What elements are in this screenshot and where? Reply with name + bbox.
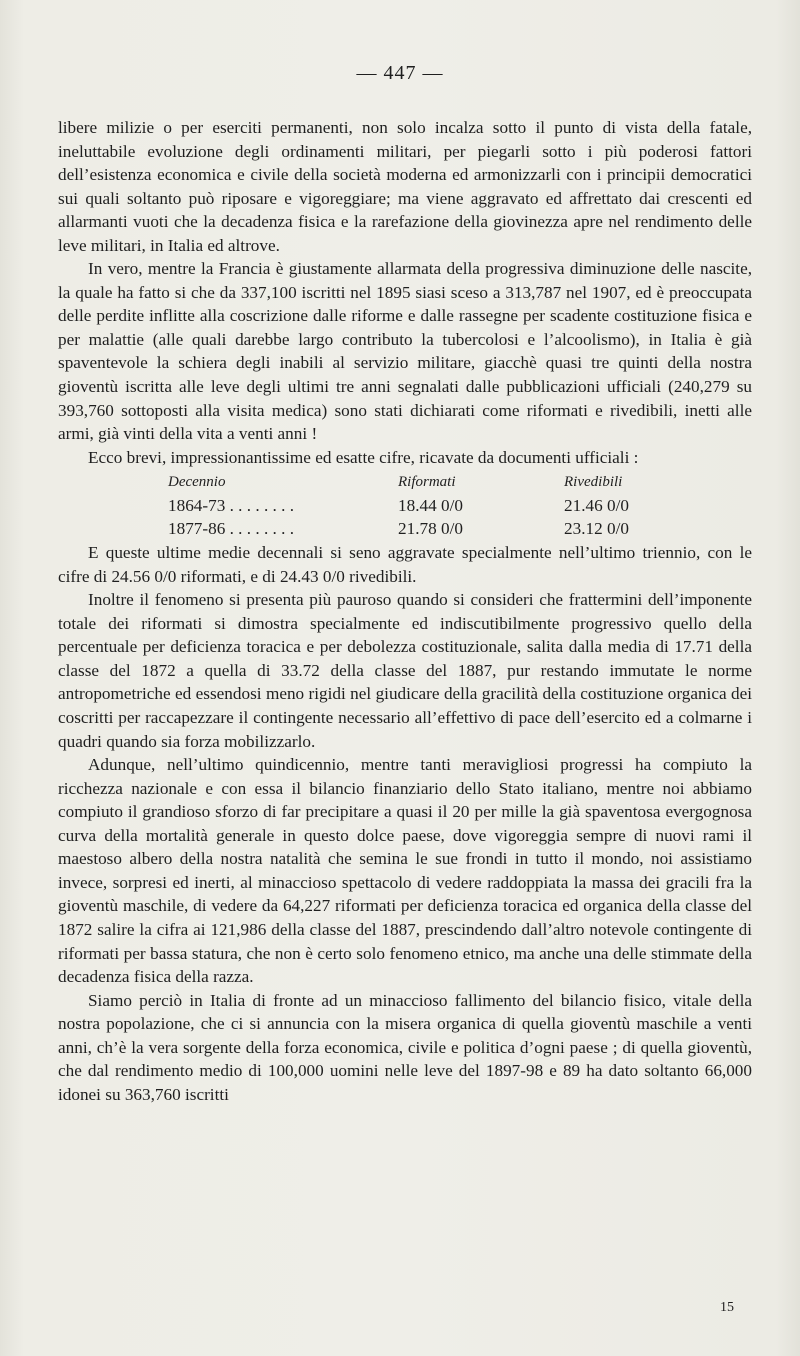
table-header-row [58, 471, 752, 494]
riformati-cell: 21.78 0/0 [398, 519, 463, 539]
rivedibili-cell: 23.12 0/0 [564, 519, 629, 539]
table-row [58, 517, 752, 540]
paragraph-2: In vero, mentre la Francia è giustamente allarmata della progressiva diminuzione delle nascite, la quale ha fatto si che da 337,100 iscritti nel 1895 siasi sceso a 313,787 nel 1907, ed è preoccupata delle perdite inflitte alla coscrizione dalle riforme e dalle rassegne per scadente costituzione fisica e per malattie (alle quali darebbe largo contributo la tubercolosi e l’alcoolismo), in Italia è già spaventevole la schiera degli inabili al servizio militare, giacchè quasi tre quinti della nostra gioventù iscritta alle leve degli ultimi tre anni segnalati dalle pubblicazioni ufficiali (240,279 su 393,760 sottoposti alla visita medica) sono stati dichiarati come riformati e rivedibili, inetti alle armi, già vinti della vita a venti anni ! [58, 259, 752, 444]
table-row [58, 494, 752, 517]
paragraph-1: libere milizie o per eserciti permanenti, non solo incalza sotto il punto di vista della fatale, ineluttabile evoluzione degli ordinamenti militari, per piegarli sotto i più poderosi fattori dell’esistenza economica e civile della società moderna ed armonizzarli con i principii democratici sui quali soltanto può riposare e vigoreggiare; ma viene aggravato ed affrettato dai crescenti ed allarmanti vuoti che la decadenza fisica e la rarefazione della giovinezza apre nel rendimento delle leve militari, in Italia ed altrove. [58, 118, 752, 255]
statistics-table [58, 471, 752, 541]
paragraph-7: Siamo perciò in Italia di fronte ad un minaccioso fallimento del bilancio fisico, vitale della nostra popolazione, che ci si annuncia con la misera organica di quella gioventù maschile a venti anni, ch’è la vera sorgente della forza economica, civile e politica d’ogni paese ; di quella gioventù, che dal rendimento medio di 100,000 uomini nelle leve del 1897-98 e 89 ha dato soltanto 66,000 idonei su 363,760 iscritti [58, 990, 752, 1104]
column-header-decennio: Decennio [168, 474, 226, 491]
paragraph-5: Inoltre il fenomeno si presenta più pauroso quando si consideri che frattermini dell’imponente totale dei riformati si dimostra specialmente ed indiscutibilmente progressivo quello della percentuale per deficienza toracica e per debolezza costituzionale, salita dalla media di 17.71 della classe del 1872 a quella di 33.72 della classe del 1887, pur restando immutate le norme antropometriche ed essendosi meno rigidi nel giudicare della gracilità della costituzione organica dei coscritti per raccapezzare il contingente necessario all’effettivo di pace dell’esercito ed a colmarne i quadri quando sia forza mobilizzarlo. [58, 590, 752, 751]
column-header-riformati: Riformati [398, 474, 456, 491]
riformati-cell: 18.44 0/0 [398, 496, 463, 516]
paragraph-6: Adunque, nell’ultimo quindicennio, mentre tanti meravigliosi progressi ha compiuto la ricchezza nazionale e con essa il bilancio finanziario dello Stato italiano, mentre noi abbiamo compiuto il grandioso sforzo di far precipitare a quasi il 20 per mille la già spaventosa evergognosa curva della mortalità generale in questo dolce paese, dove vigoreggia sempre di nuovi rami il maestoso albero della nostra natalità che semina le sue frondi in tutto il mondo, noi assistiamo invece, sorpresi ed inerti, al minaccioso spettacolo di vedere raddoppiata la massa dei gracili fra la gioventù maschile, di vedere da 64,227 riformati per deficienza toracica ed organica della classe del 1872 salire la cifra ai 121,986 della classe del 1887, prescindendo dall’altro notevole contingente di riformati per bassa statura, che non è certo solo fenomeno etnico, ma anche una delle stimmate della decadenza fisica della razza. [58, 755, 752, 987]
decennio-cell: 1864-73 . . . . . . . . [168, 496, 295, 516]
paragraph-4: E queste ultime medie decennali si seno aggravate specialmente nell’ultimo triennio, con le cifre di 24.56 0/0 riformati, e di 24.43 0/0 rivedibili. [58, 543, 752, 586]
signature-mark: 15 [720, 1300, 734, 1315]
body-text [58, 116, 752, 1106]
paragraph-3: Ecco brevi, impressionantissime ed esatte cifre, ricavate da documenti ufficiali : [88, 447, 639, 467]
page-number: — 447 — [356, 62, 444, 84]
rivedibili-cell: 21.46 0/0 [564, 496, 629, 516]
column-header-rivedibili: Rivedibili [564, 474, 623, 491]
decennio-cell: 1877-86 . . . . . . . . [168, 519, 295, 539]
